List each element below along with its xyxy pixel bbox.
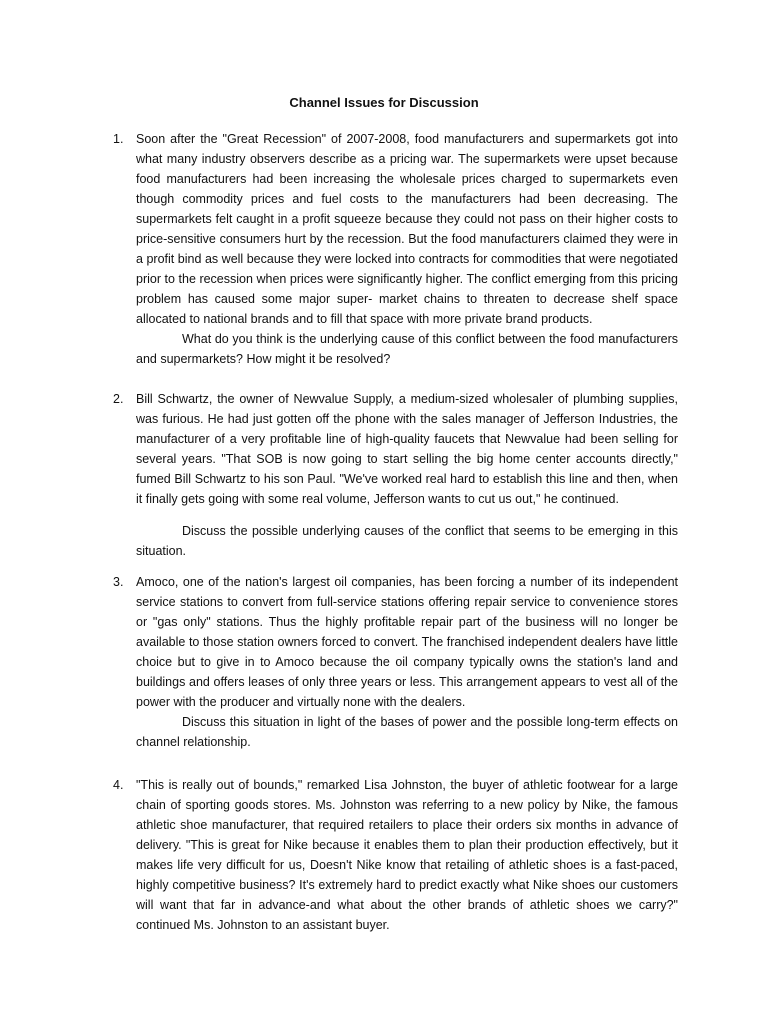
item-number: 1. (113, 132, 124, 146)
list-item-1 (113, 129, 678, 369)
item-paragraph: Soon after the "Great Recession" of 2007-2008, food manufacturers and supermarkets got into what many industry observers describe as a pricing war. The supermarkets were upset because food manufacturers had been increasing the wholesale prices charged to supermarkets even though commodity prices and fuel costs to the manufacturers had been decreasing. The supermarkets felt caught in a profit squeeze because they could not pass on their higher costs to price-sensitive consumers hurt by the recession. But the food manufacturers claimed they were in a profit bind as well because they were locked into contracts for commodities that were negotiated prior to the recession when prices were significantly higher. The conflict emerging from this pricing problem has caused some major super- market chains to threaten to decrease shelf space allocated to national brands and to fill that space with more private brand products. (136, 132, 678, 326)
item-body (136, 389, 678, 561)
item-paragraph: "This is really out of bounds," remarked Lisa Johnston, the buyer of athletic footwear for a large chain of sporting goods stores. Ms. Johnston was referring to a new policy by Nike, the famous athletic shoe manufacturer, that required retailers to place their orders six months in advance of delivery. "This is great for Nike because it enables them to plan their production effectively, but it makes life very difficult for us, Doesn't Nike know that retailing of athletic shoes is a fast-paced, highly competitive business? It's extremely hard to predict exactly what Nike shoes our customers will want that far in advance-and what about the other brands of athletic shoes we carry?" continued Ms. Johnston to an assistant buyer. (136, 778, 678, 932)
item-number: 4. (113, 778, 124, 792)
item-number: 2. (113, 392, 124, 406)
item-body (136, 775, 678, 935)
item-paragraph: Bill Schwartz, the owner of Newvalue Supply, a medium-sized wholesaler of plumbing supplies, was furious. He had just gotten off the phone with the sales manager of Jefferson Industries, the manufacturer of a very profitable line of high-quality faucets that Newvalue had been selling for several years. "That SOB is now going to start selling the big home center accounts directly," fumed Bill Schwartz to his son Paul. "We've worked real hard to establish this line and then, when it finally gets going with some real volume, Jefferson wants to cut us out," he continued. (136, 392, 678, 506)
list-item-2 (113, 389, 678, 561)
item-question: What do you think is the underlying cause of this conflict between the food manufacturers and supermarkets? How might it be resolved? (136, 332, 678, 366)
item-number: 3. (113, 575, 124, 589)
list-item-3 (113, 572, 678, 752)
list-item-4 (113, 775, 678, 935)
item-paragraph: Amoco, one of the nation's largest oil companies, has been forcing a number of its independent service stations to convert from full-service stations offering repair service to convenience stores or "gas only" stations. Thus the highly profitable repair part of the business will no longer be available to those station owners forced to convert. The franchised independent dealers have little choice but to give in to Amoco because the oil company typically owns the station's land and buildings and offers leases of only three years or less. This arrangement appears to vest all of the power with the producer and virtually none with the dealers. (136, 575, 678, 709)
item-body (136, 572, 678, 752)
item-question: Discuss this situation in light of the bases of power and the possible long-term effects on channel relationship. (136, 715, 678, 749)
item-question: Discuss the possible underlying causes of the conflict that seems to be emerging in this situation. (136, 524, 678, 558)
document-title: Channel Issues for Discussion (289, 95, 479, 110)
item-body (136, 129, 678, 369)
